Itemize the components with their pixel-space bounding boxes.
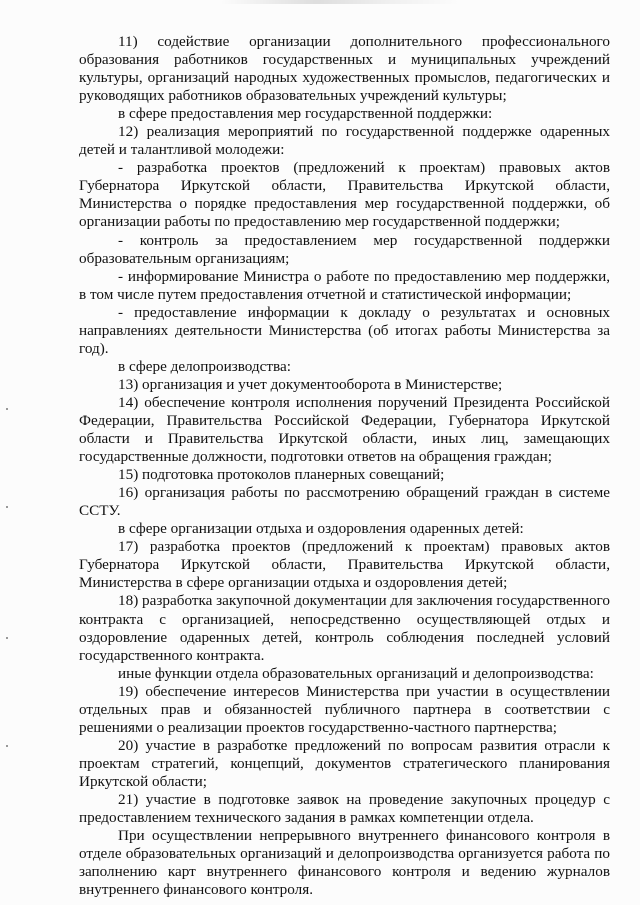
section-heading-recreation: в сфере организации отдыха и оздоровления одаренных детей:	[118, 520, 524, 538]
document-body	[79, 33, 610, 899]
section-heading-records: в сфере делопроизводства:	[118, 357, 291, 375]
paragraph-item-15: 15) подготовка протоколов планерных совещаний;	[118, 466, 445, 484]
paragraph-item-12-bullet-2: - контроль за предоставлением мер государственной поддержки образовательным организациям;	[79, 231, 610, 267]
paragraph-item-11: 11) содействие организации дополнительного профессионального образования работников государственных и муниципальных учреждений культуры, организаций народных художественных промыслов, педагогических и руководящих работников образовательных учреждений культуры;	[79, 33, 610, 105]
paragraph-item-12-bullet-1: - разработка проектов (предложений к проектам) правовых актов Губернатора Иркутской области, Правительства Иркутской области, Министерства о порядке предоставления мер государственной поддержки, об организации работы по предоставлению мер государственной поддержки;	[79, 159, 610, 231]
paragraph-item-18: 18) разработка закупочной документации для заключения государственного контракта с организацией, непосредственно осуществляющей отдых и оздоровление одаренных детей, контроль соблюдения последней условий государственного контракта.	[79, 592, 610, 664]
scan-margin-marks	[6, 0, 9, 905]
scan-artifact	[220, 0, 460, 4]
paragraph-item-16: 16) организация работы по рассмотрению обращений граждан в системе ССТУ.	[79, 484, 610, 520]
section-heading-other-functions: иные функции отдела образовательных организаций и делопроизводства:	[118, 664, 594, 682]
paragraph-item-13: 13) организация и учет документооборота в Министерстве;	[118, 375, 503, 393]
section-heading-state-support: в сфере предоставления мер государственной поддержки:	[118, 105, 493, 123]
paragraph-item-12: 12) реализация мероприятий по государственной поддержке одаренных детей и талантливой молодежи:	[79, 123, 610, 159]
paragraph-item-21: 21) участие в подготовке заявок на проведение закупочных процедур с предоставлением технического задания в рамках компетенции отдела.	[79, 790, 610, 827]
paragraph-financial-control: При осуществлении непрерывного внутреннего финансового контроля в отделе образовательных организаций и делопроизводства организуется работа по заполнению карт внутреннего финансового контроля и ведению журналов внутреннего финансового контроля.	[79, 827, 610, 899]
paragraph-item-20: 20) участие в разработке предложений по вопросам развития отрасли к проектам стратегий, концепций, документов стратегического планирования Иркутской области;	[79, 736, 610, 790]
paragraph-item-12-bullet-4: - предоставление информации к докладу о результатах и основных направлениях деятельности Министерства (об итогах работы Министерства за год).	[79, 303, 610, 357]
paragraph-item-19: 19) обеспечение интересов Министерства при участии в осуществлении отдельных прав и обязанностей публичного партнера в соответствии с решениями о реализации проектов государственно-частного партнерства;	[79, 682, 610, 736]
paragraph-item-12-bullet-3: - информирование Министра о работе по предоставлению мер поддержки, в том числе путем предоставления отчетной и статистической информации;	[79, 267, 610, 303]
paragraph-item-14: 14) обеспечение контроля исполнения поручений Президента Российской Федерации, Правительства Российской Федерации, Губернатора Иркутской области и Правительства Иркутской области, иных лиц, замещающих государственные должности, подготовки ответов на обращения граждан;	[79, 393, 610, 466]
paragraph-item-17: 17) разработка проектов (предложений к проектам) правовых актов Губернатора Иркутской области, Правительства Иркутской области, Министерства в сфере организации отдыха и оздоровления детей;	[79, 538, 610, 592]
